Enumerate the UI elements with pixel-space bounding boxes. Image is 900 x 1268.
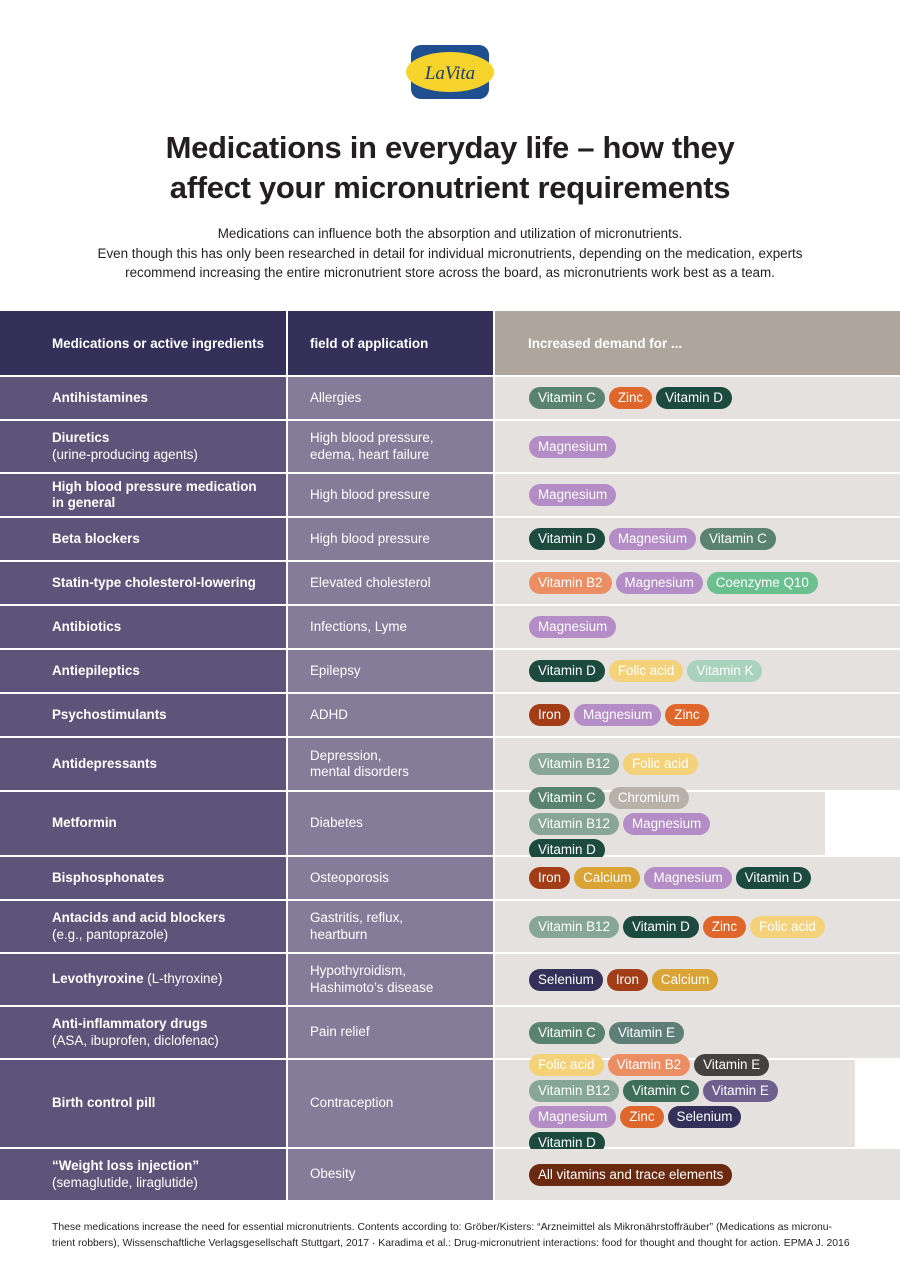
field-of-application: Infections, Lyme	[310, 618, 408, 634]
medication-name	[52, 1095, 286, 1112]
medication-name	[52, 971, 286, 988]
field-cell	[288, 562, 493, 604]
medication-cell	[0, 421, 286, 472]
field-cell	[288, 1149, 493, 1200]
medication-name-bold: Antidepressants	[52, 755, 157, 771]
medication-name	[52, 479, 286, 496]
medication-cell	[0, 562, 286, 604]
nutrients-cell	[495, 1149, 900, 1200]
field-cell	[288, 650, 493, 692]
nutrients-cell	[495, 606, 900, 648]
field-cell	[288, 421, 493, 472]
medication-cell	[0, 738, 286, 790]
field-cell	[288, 606, 493, 648]
field-of-application: Hypothyroidism,	[310, 963, 406, 978]
medication-name-bold: Anti-inflammatory drugs	[52, 1016, 208, 1031]
nutrient-pill: Vitamin E	[703, 1080, 778, 1102]
medication-name-bold: Bisphosphonates	[52, 869, 165, 885]
medication-name-bold: “Weight loss injection”	[52, 1158, 200, 1173]
medication-note: (ASA, ibuprofen, diclofenac)	[52, 1032, 219, 1048]
field-cell	[288, 1007, 493, 1058]
medication-name	[52, 870, 286, 887]
nutrient-pill: Vitamin B12	[529, 1080, 619, 1102]
field-cell	[288, 694, 493, 736]
field-cell	[288, 474, 493, 516]
table-row	[0, 738, 900, 790]
nutrient-pill: Folic acid	[529, 1054, 604, 1076]
table-body	[0, 377, 900, 1200]
field-of-application: Diabetes	[310, 815, 363, 831]
medication-cell	[0, 650, 286, 692]
medication-name	[52, 390, 286, 407]
field-of-application: heartburn	[310, 926, 368, 942]
nutrient-pill: Magnesium	[529, 1106, 616, 1128]
nutrient-pill: Zinc	[620, 1106, 663, 1128]
nutrient-pill: Vitamin K	[687, 660, 762, 682]
field-of-application: Depression,	[310, 747, 382, 763]
medication-name	[52, 815, 286, 832]
nutrient-pill: Vitamin C	[529, 387, 605, 409]
nutrient-pill: Vitamin D	[623, 916, 699, 938]
table-row	[0, 1149, 900, 1200]
medication-cell	[0, 377, 286, 419]
medication-name-bold: Diuretics	[52, 430, 110, 445]
nutrients-cell	[495, 421, 900, 472]
field-of-application: High blood pressure	[310, 530, 430, 546]
nutrients-cell	[495, 738, 900, 790]
medication-cell	[0, 901, 286, 952]
medication-name	[52, 619, 286, 636]
nutrient-pill: Iron	[607, 969, 648, 991]
nutrient-pill: Vitamin B2	[608, 1054, 691, 1076]
table-row	[0, 1056, 900, 1150]
table-row	[0, 789, 900, 857]
nutrient-pill: Folic acid	[609, 660, 684, 682]
field-cell	[288, 857, 493, 899]
field-of-application: Contraception	[310, 1095, 394, 1111]
table-row	[0, 377, 900, 419]
field-of-application: Epilepsy	[310, 662, 361, 678]
nutrient-pill: Vitamin D	[529, 528, 605, 550]
nutrient-pill: Iron	[529, 867, 570, 889]
medication-cell	[0, 1149, 286, 1200]
logo-text: LaVita	[424, 63, 476, 84]
subtitle	[40, 224, 860, 283]
medication-note: (semaglutide, liraglutide)	[52, 1174, 198, 1190]
nutrient-pill: Magnesium	[609, 528, 696, 550]
medication-name-bold: Beta blockers	[52, 530, 140, 546]
lavita-logo	[405, 45, 495, 99]
nutrient-pill: Vitamin E	[609, 1022, 684, 1044]
nutrients-cell	[495, 954, 900, 1005]
nutrient-pill: Vitamin D	[529, 839, 605, 861]
subtitle-line-3: recommend increasing the entire micronutrient store across the board, as micronutrients work best as a team.	[125, 265, 775, 280]
medication-cell	[0, 1007, 286, 1058]
nutrient-pill: Magnesium	[529, 616, 616, 638]
nutrients-cell	[495, 1007, 900, 1058]
field-of-application: ADHD	[310, 706, 348, 722]
field-cell	[288, 738, 493, 790]
field-of-application: Allergies	[310, 389, 362, 405]
page-title	[0, 128, 900, 208]
nutrient-pill: Vitamin D	[529, 660, 605, 682]
nutrients-cell	[495, 474, 900, 516]
medication-cell	[0, 1060, 286, 1147]
nutrients-cell	[495, 377, 900, 419]
medication-name-bold: Antacids and acid blockers	[52, 910, 226, 925]
medication-cell	[0, 954, 286, 1005]
nutrient-pill: Vitamin D	[656, 387, 732, 409]
nutrient-pill: Vitamin B12	[529, 813, 619, 835]
field-cell	[288, 954, 493, 1005]
medication-cell	[0, 518, 286, 560]
nutrient-pill: Vitamin C	[529, 787, 605, 809]
table-row	[0, 562, 900, 604]
nutrient-pill: Calcium	[574, 867, 640, 889]
nutrient-pill: Magnesium	[574, 704, 661, 726]
table-row	[0, 901, 900, 952]
medication-name-bold: Antibiotics	[52, 618, 122, 634]
field-of-application: Elevated cholesterol	[310, 574, 431, 590]
nutrient-pill: Zinc	[703, 916, 746, 938]
nutrient-pill: Magnesium	[529, 484, 616, 506]
medication-cell	[0, 474, 286, 516]
nutrient-pill: Vitamin C	[529, 1022, 605, 1044]
nutrient-pill: Magnesium	[616, 572, 703, 594]
medication-name-bold: Antiepileptics	[52, 662, 140, 678]
medication-cell	[0, 792, 286, 855]
nutrients-cell	[495, 857, 900, 899]
table-row	[0, 474, 900, 516]
medication-name	[52, 430, 286, 447]
nutrients-cell	[495, 789, 825, 857]
medication-note: (urine-producing agents)	[52, 446, 198, 462]
medication-name	[52, 910, 286, 927]
medication-name	[52, 663, 286, 680]
footnote	[52, 1220, 872, 1252]
medication-name	[52, 531, 286, 548]
nutrient-pill: Vitamin D	[529, 1132, 605, 1154]
medication-note: (e.g., pantoprazole)	[52, 926, 169, 942]
medication-name	[52, 707, 286, 724]
title-line-1: Medications in everyday life – how they	[165, 130, 735, 165]
medication-name-line-2: in general	[52, 495, 116, 510]
nutrient-pill: Chromium	[609, 787, 689, 809]
table-row	[0, 954, 900, 1005]
table-row	[0, 650, 900, 692]
nutrient-pill: Vitamin D	[736, 867, 812, 889]
field-of-application: Gastritis, reflux,	[310, 910, 404, 925]
nutrient-pill: Folic acid	[750, 916, 825, 938]
medication-name	[52, 756, 286, 773]
footnote-line-2: trient robbers), Wissenschaftliche Verlagsgesellschaft Stuttgart, 2017 · Karadima et al.: Drug-micronutrient interactions: food for thought and thought for action. EPMA J. 2016	[52, 1238, 850, 1249]
field-cell	[288, 518, 493, 560]
field-cell	[288, 901, 493, 952]
table-row	[0, 606, 900, 648]
table-row	[0, 857, 900, 899]
field-of-application: Obesity	[310, 1166, 356, 1182]
nutrient-pill: Selenium	[529, 969, 603, 991]
nutrients-cell	[495, 694, 900, 736]
nutrient-pill: All vitamins and trace elements	[529, 1164, 732, 1186]
field-of-application: Pain relief	[310, 1024, 370, 1040]
medication-cell	[0, 694, 286, 736]
nutrient-pill: Magnesium	[529, 436, 616, 458]
subtitle-line-1: Medications can influence both the absorption and utilization of micronutrients.	[217, 226, 683, 241]
field-cell	[288, 792, 493, 855]
medication-cell	[0, 606, 286, 648]
field-cell	[288, 377, 493, 419]
footnote-line-1: These medications increase the need for essential micronutrients. Contents according to: Gröber/Kisters: “Arzneimittel als Mikronährstoffräuber” (Medications as micronu-	[52, 1222, 833, 1233]
col-header-demand: Increased demand for ...	[495, 311, 900, 375]
nutrient-pill: Folic acid	[623, 753, 698, 775]
table-row	[0, 1007, 900, 1058]
medication-name-bold: Levothyroxine	[52, 971, 144, 987]
medication-name	[52, 1158, 286, 1175]
table-row	[0, 421, 900, 472]
nutrient-pill: Vitamin C	[700, 528, 776, 550]
nutrient-pill: Vitamin B12	[529, 916, 619, 938]
field-of-application: High blood pressure	[310, 486, 430, 502]
medication-table	[0, 311, 900, 1200]
nutrient-pill: Calcium	[652, 969, 718, 991]
nutrients-cell	[495, 562, 900, 604]
nutrient-pill: Vitamin E	[694, 1054, 769, 1076]
col-header-medications: Medications or active ingredients	[0, 311, 286, 375]
nutrient-pill: Selenium	[668, 1106, 742, 1128]
nutrient-pill: Vitamin C	[623, 1080, 699, 1102]
nutrients-cell	[495, 901, 900, 952]
nutrients-cell	[495, 650, 900, 692]
nutrient-pill: Vitamin B12	[529, 753, 619, 775]
medication-name	[52, 1016, 286, 1033]
table-row	[0, 518, 900, 560]
nutrients-cell	[495, 518, 900, 560]
medication-cell	[0, 857, 286, 899]
field-cell	[288, 1060, 493, 1147]
nutrient-pill: Zinc	[609, 387, 652, 409]
field-of-application: Hashimoto’s disease	[310, 979, 434, 995]
field-of-application: High blood pressure,	[310, 430, 434, 445]
table-header	[0, 311, 900, 375]
nutrient-pill: Vitamin B2	[529, 572, 612, 594]
medication-name-bold: Metformin	[52, 815, 117, 831]
nutrients-cell	[495, 1056, 855, 1150]
nutrient-pill: Magnesium	[644, 867, 731, 889]
medication-name-bold: Psychostimulants	[52, 706, 167, 722]
field-of-application: Osteoporosis	[310, 869, 389, 885]
col-header-field: field of application	[288, 311, 493, 375]
field-of-application: edema, heart failure	[310, 446, 430, 462]
medication-inline-note: (L-thyroxine)	[143, 971, 223, 987]
medication-name-bold: High blood pressure medication	[52, 478, 257, 494]
nutrient-pill: Iron	[529, 704, 570, 726]
medication-name-bold: Antihistamines	[52, 389, 148, 405]
field-of-application: mental disorders	[310, 764, 409, 779]
medication-name-bold: Statin-type cholesterol-lowering	[52, 574, 256, 590]
medication-name	[52, 575, 286, 592]
medication-name-bold: Birth control pill	[52, 1095, 156, 1111]
nutrient-pill: Coenzyme Q10	[707, 572, 818, 594]
title-line-2: affect your micronutrient requirements	[169, 170, 731, 205]
nutrient-pill: Zinc	[665, 704, 708, 726]
nutrient-pill: Magnesium	[623, 813, 710, 835]
table-row	[0, 694, 900, 736]
subtitle-line-2: Even though this has only been researched in detail for individual micronutrients, depending on the medication, experts	[97, 245, 803, 261]
